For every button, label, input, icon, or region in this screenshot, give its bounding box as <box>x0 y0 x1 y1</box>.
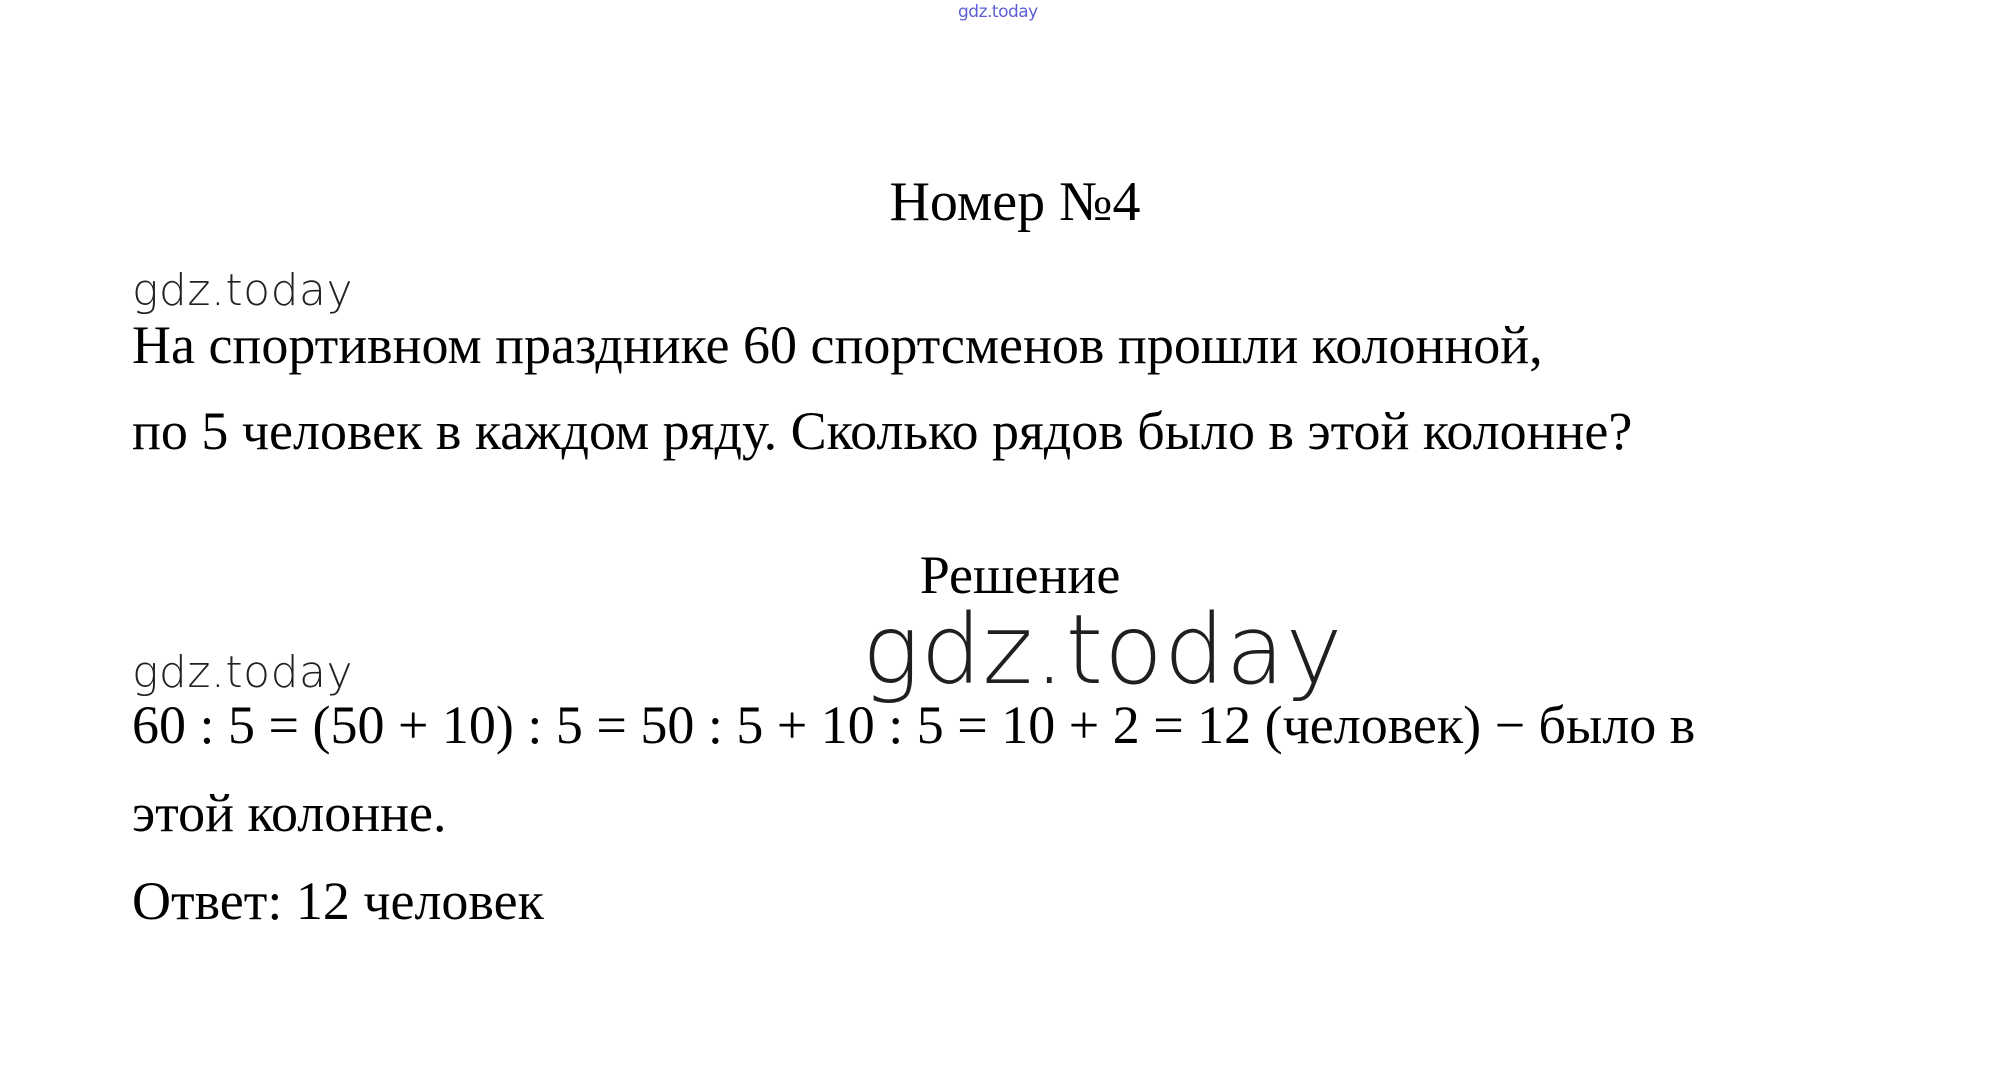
solution-line-1: 60 : 5 = (50 + 10) : 5 = 50 : 5 + 10 : 5 = 10 + 2 = 12 (человек) − было в <box>132 695 1696 755</box>
task-line-2: по 5 человек в каждом ряду. Сколько рядов было в этой колонне? <box>132 401 1633 461</box>
page-title: Номер №4 <box>889 171 1141 233</box>
watermark-large: gdz.today <box>862 594 1344 706</box>
watermark-task: gdz.today <box>132 265 354 316</box>
watermark-top: gdz.today <box>958 2 1038 22</box>
task-line-1: На спортивном празднике 60 спортсменов прошли колонной, <box>132 315 1543 375</box>
watermark-solution: gdz.today <box>132 647 354 698</box>
solution-line-2: этой колонне. <box>132 783 447 843</box>
answer-line: Ответ: 12 человек <box>132 871 544 931</box>
solution-heading: Решение <box>919 545 1121 605</box>
